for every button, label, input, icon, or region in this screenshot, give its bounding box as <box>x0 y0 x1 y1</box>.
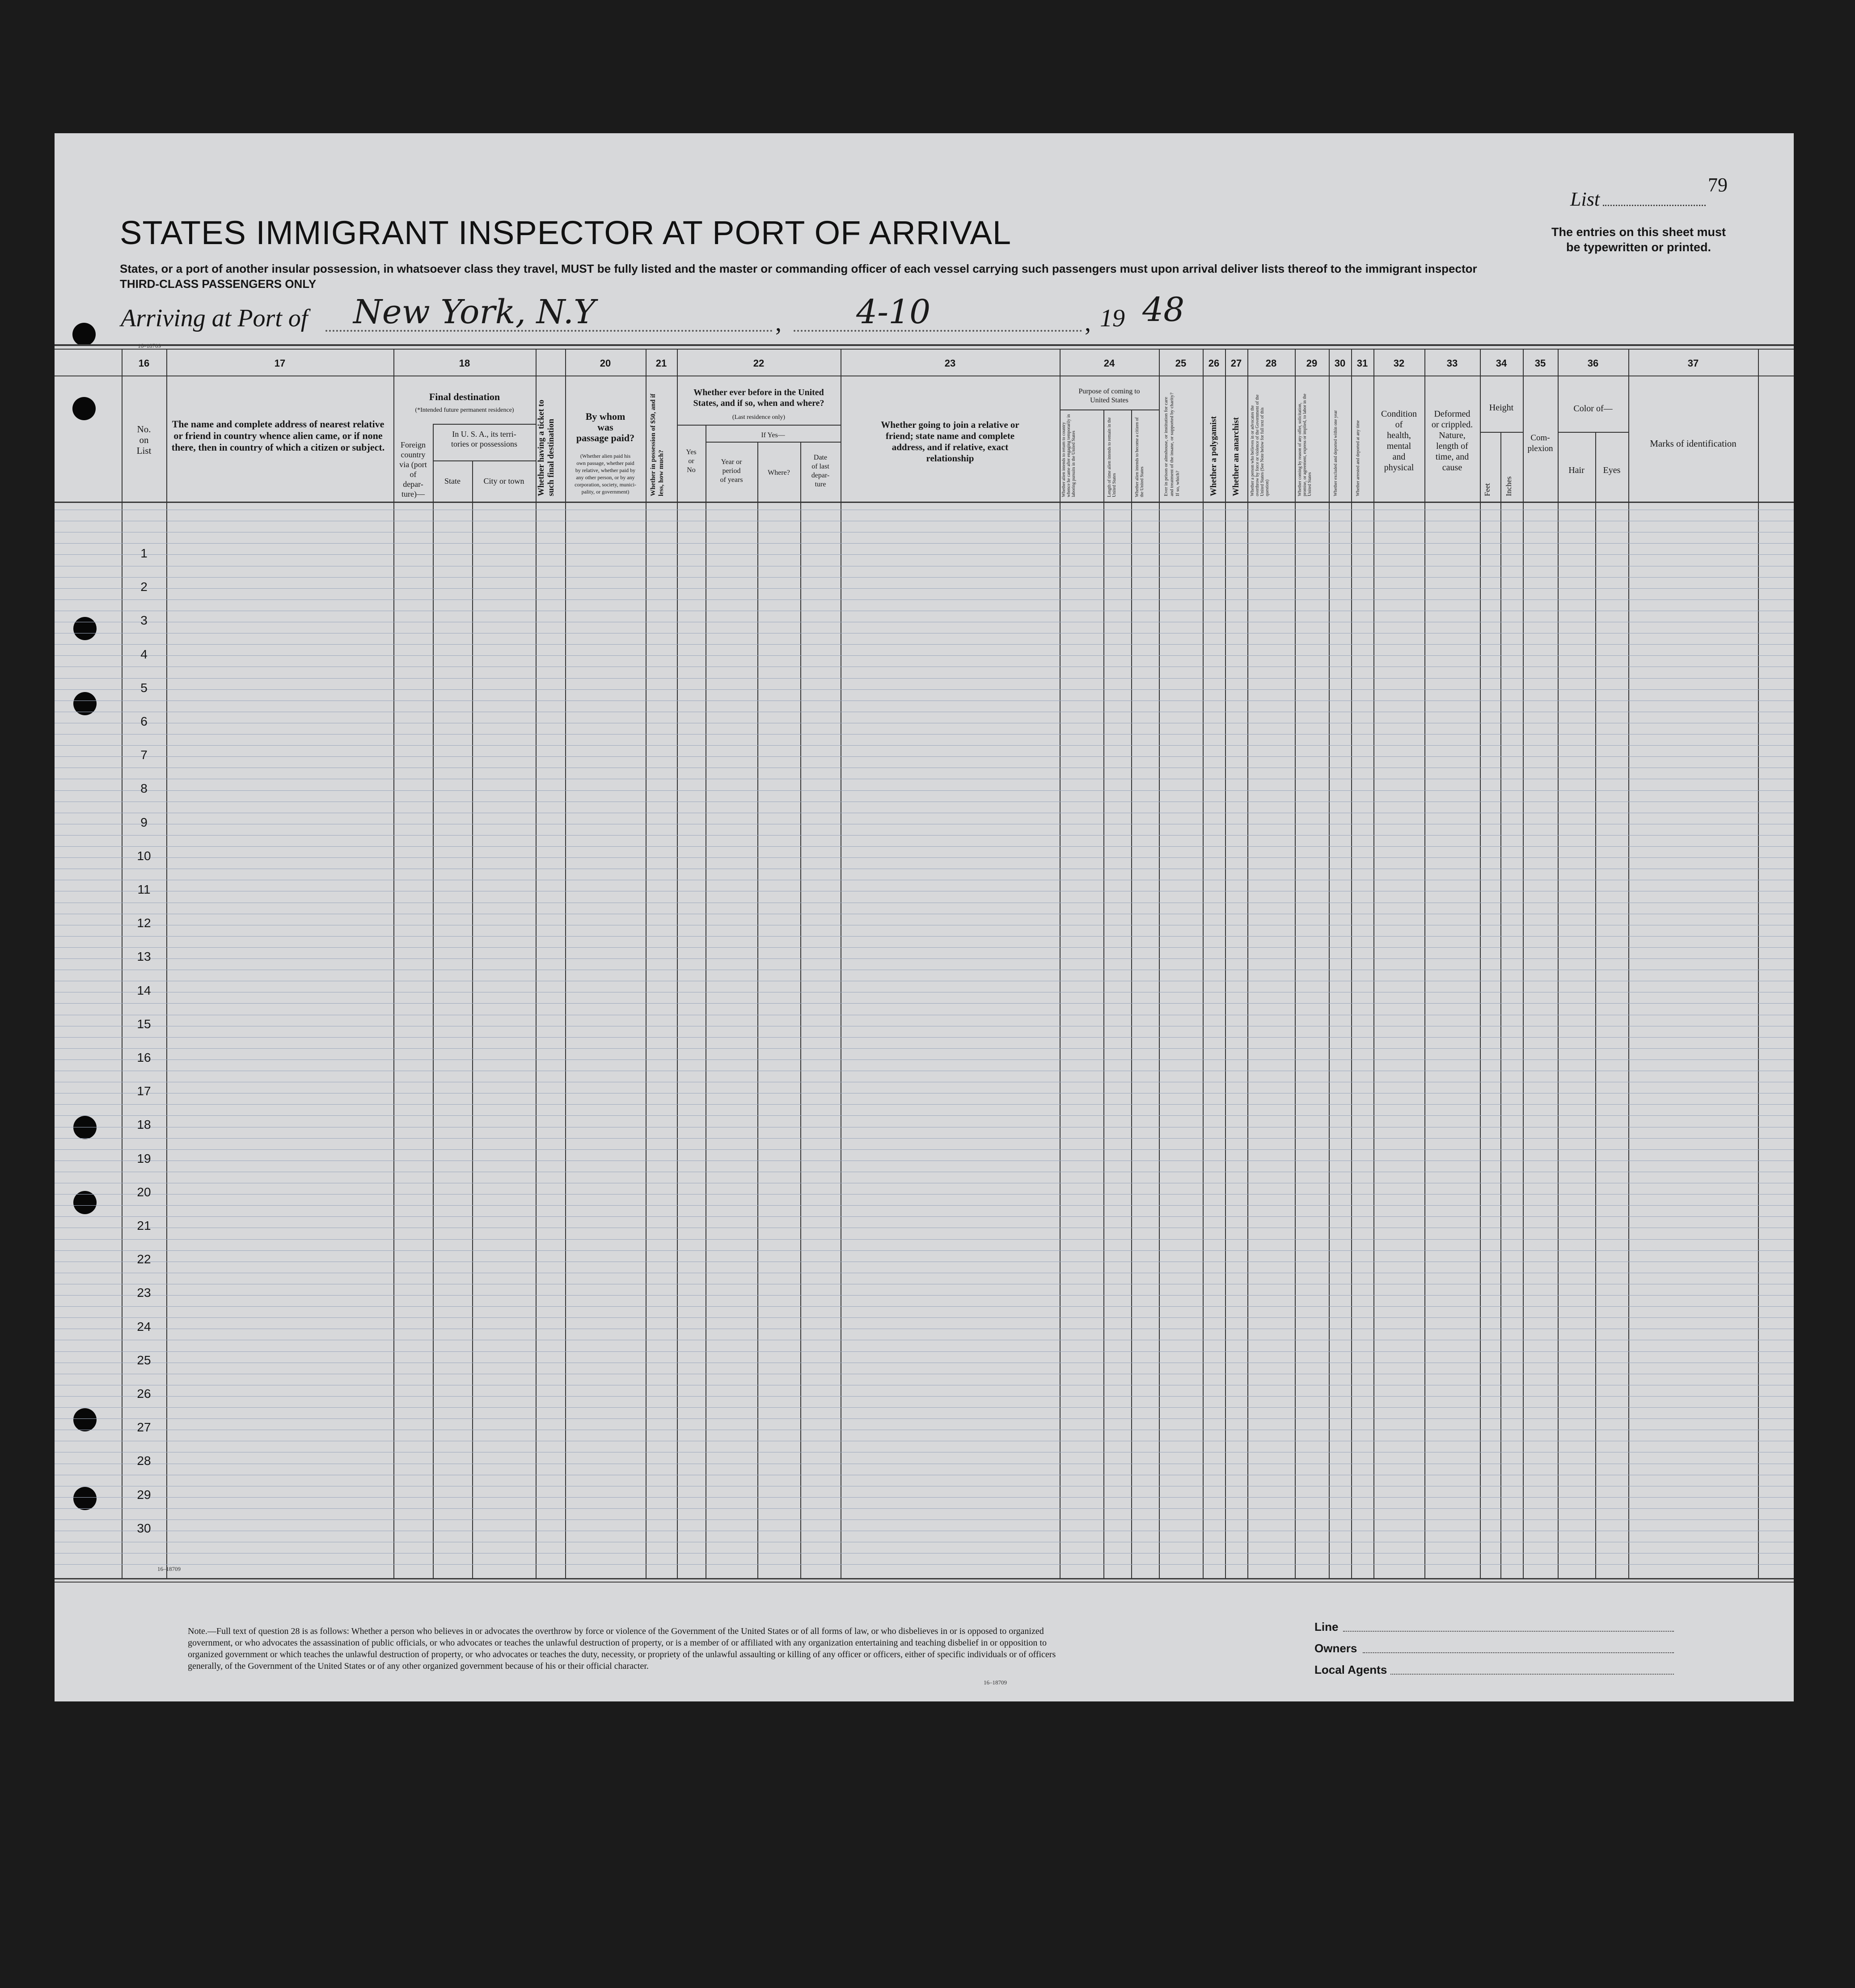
col20-title <box>565 411 646 443</box>
row-number: 21 <box>137 1219 151 1232</box>
ruled-line <box>55 1216 1794 1217</box>
row-number: 13 <box>137 950 151 963</box>
header-rule <box>55 344 1794 346</box>
row-number: 23 <box>137 1286 151 1300</box>
col18-usa-line: tories or possessions <box>451 439 517 448</box>
row-number: 14 <box>137 983 151 997</box>
col18-foreign-word: via (port <box>399 460 427 469</box>
subheader-rule <box>433 424 536 425</box>
column-number: 25 <box>1175 358 1187 369</box>
row-number: 3 <box>140 613 148 627</box>
ruled-line <box>55 1149 1794 1150</box>
column-divider <box>166 349 167 1579</box>
subheader-rule <box>706 442 841 443</box>
col22-yesno <box>677 448 706 475</box>
binder-hole <box>72 323 96 346</box>
column-divider <box>1295 349 1296 1579</box>
row-number: 20 <box>137 1185 151 1199</box>
ruled-line <box>55 554 1794 555</box>
subheader-rule <box>1480 432 1523 433</box>
local-agents-label: Local Agents <box>1314 1663 1387 1676</box>
ruled-line <box>55 1048 1794 1049</box>
ruled-line <box>55 655 1794 656</box>
col35-header <box>1523 433 1558 454</box>
col18-foreign-word: country <box>401 450 426 459</box>
col32-word: Condition <box>1381 409 1417 419</box>
ruled-line <box>55 1138 1794 1139</box>
column-number: 23 <box>944 358 956 369</box>
row-number: 5 <box>140 681 148 695</box>
ruled-line <box>55 1497 1794 1498</box>
comma: , <box>775 309 782 337</box>
header-rule <box>55 349 1794 350</box>
year-prefix: 19 <box>1100 304 1125 332</box>
ruled-line <box>55 1351 1794 1352</box>
column-divider <box>1351 349 1352 1579</box>
ruled-line <box>55 1295 1794 1296</box>
column-divider <box>393 349 394 1579</box>
column-divider <box>1159 349 1160 1579</box>
col36-title: Color of— <box>1573 404 1613 414</box>
ruled-line <box>55 1306 1794 1307</box>
col23-header <box>841 419 1060 464</box>
ruled-line <box>55 857 1794 858</box>
row-number: 16 <box>137 1051 151 1064</box>
col16-word: List <box>136 445 152 456</box>
col29-header: Whether coming by reason of any offer, solicitation, promise, or agreement, express or implied, to labor in the United States <box>1297 393 1312 496</box>
col20-title-line: By whom <box>585 411 625 422</box>
col22-subtitle: (Last residence only) <box>732 414 786 421</box>
column-number: 29 <box>1306 358 1318 369</box>
col18-foreign-word: Foreign <box>401 440 426 449</box>
header-bottom-rule <box>55 502 1794 503</box>
row-number: 30 <box>137 1521 151 1535</box>
ruled-line <box>55 577 1794 578</box>
ruled-line <box>55 678 1794 679</box>
col24-title <box>1060 387 1159 405</box>
column-divider <box>1225 349 1226 1579</box>
entries-note <box>1527 224 1750 255</box>
column-number: 17 <box>274 358 286 369</box>
col33-word: Deformed <box>1434 409 1470 419</box>
row-number: 25 <box>137 1353 151 1367</box>
col20-title-line: passage paid? <box>576 432 635 443</box>
row-number: 1 <box>140 546 148 560</box>
ruled-line <box>55 1239 1794 1240</box>
col18-foreign-word: depar- <box>403 480 423 489</box>
col20-sub-line: by relative, whether paid by <box>575 467 636 473</box>
col18-foreign-word: ture)— <box>401 490 425 498</box>
column-number: 35 <box>1534 358 1546 369</box>
column-divider <box>1523 349 1524 1579</box>
col34-inches: Inches <box>1504 476 1513 496</box>
col32-word: mental <box>1386 441 1411 451</box>
row-number: 7 <box>140 748 148 762</box>
binder-hole <box>73 617 97 640</box>
entries-note-line: The entries on this sheet must <box>1551 225 1726 239</box>
ruled-line <box>55 1396 1794 1397</box>
column-divider <box>1060 349 1061 1579</box>
arriving-label: Arriving at Port of <box>121 304 308 332</box>
ruled-line <box>55 1059 1794 1060</box>
col18-foreign-word: of <box>410 470 417 479</box>
col34-feet: Feet <box>1483 483 1492 496</box>
date-field-line <box>794 330 1082 332</box>
col22-year-line: Year or <box>721 458 742 466</box>
subcolumn-divider <box>757 442 758 1579</box>
column-number: 33 <box>1446 358 1458 369</box>
date-handwritten: 4-10 <box>856 293 931 331</box>
col22-date-line: ture <box>815 481 826 488</box>
col22-year-line: of years <box>720 476 743 484</box>
col22-date-line: Date <box>813 454 828 461</box>
row-number: 22 <box>137 1252 151 1266</box>
col24-title-line: United States <box>1090 397 1128 404</box>
col24-b-header: Length of time alien intends to remain in the United States <box>1107 417 1117 497</box>
col20-sub-line: pality, or government) <box>581 489 630 495</box>
row-number: 10 <box>137 849 151 863</box>
row-number: 18 <box>137 1118 151 1131</box>
row-number: 28 <box>137 1454 151 1468</box>
form-title: STATES IMMIGRANT INSPECTOR AT PORT OF ARRIVAL <box>120 214 1012 251</box>
column-divider <box>1247 349 1248 1579</box>
col33-word: or crippled. <box>1431 420 1473 430</box>
line-label: Line <box>1314 1620 1339 1633</box>
subcolumn-divider <box>1131 409 1132 1579</box>
table-bottom-rule <box>55 1578 1794 1579</box>
question-28-note: Note.—Full text of question 28 is as follows: Whether a person who believes in or advocates the overthrow by force or violence of the Government of the United States or of all forms of law, or who disbelieves in or is opposed to organized government, or who advocates the assassination of public officials, or who advocates or teaches the unlawful destruction of property, or is a member of or affiliated with any organization entertaining and teaching disbelief in or opposition to organized government or which teaches the unlawful destruction of property, or who advocates or teaches the duty, necessity, or propriety of the unlawful assaulting or killing of any officer or officers, either of specific individuals or of officers generally, of the Government of the United States or of any other organized government because of his or their official character. <box>188 1626 1056 1671</box>
subheader-rule <box>1060 409 1159 410</box>
ruled-line <box>55 543 1794 544</box>
ruled-line <box>55 756 1794 757</box>
col24-c-header: Whether alien intends to become a citizen of the United States <box>1135 417 1145 497</box>
binder-hole <box>72 397 96 420</box>
col22-yesno-word: or <box>688 457 694 465</box>
subcolumn-divider <box>433 424 434 1579</box>
ruled-line <box>55 835 1794 836</box>
col33-word: length of <box>1436 441 1468 451</box>
ruled-line <box>55 1418 1794 1419</box>
comma: , <box>1085 309 1091 337</box>
column-divider <box>1203 349 1204 1579</box>
ruled-line <box>55 1519 1794 1520</box>
col18-city: City or town <box>483 477 524 485</box>
row-number: 8 <box>140 781 148 795</box>
col18-foreign <box>393 440 433 499</box>
port-handwritten: New York, N.Y <box>353 293 596 331</box>
row-number: 11 <box>137 882 151 896</box>
ruled-line <box>55 599 1794 600</box>
ruled-line <box>55 1003 1794 1004</box>
subheader-rule <box>433 460 536 461</box>
col20-sub-line: own passage, whether paid <box>576 460 634 466</box>
col25-header: Ever in prison or almshouse, or institution for care and treatment of the insane, or supported by charity? If so, which? <box>1163 393 1180 496</box>
column-divider <box>565 349 566 1579</box>
col37-header: Marks of identification <box>1650 438 1737 449</box>
column-number: 31 <box>1356 358 1368 369</box>
column-divider <box>1424 349 1425 1579</box>
ruled-line <box>55 1205 1794 1206</box>
column-number: 34 <box>1496 358 1507 369</box>
col24-title-line: Purpose of coming to <box>1078 388 1140 395</box>
col30-header: Whether excluded and deported within one year <box>1333 410 1338 496</box>
subcolumn-divider <box>472 460 473 1579</box>
col23-line: friend; state name and complete <box>885 431 1015 441</box>
column-number: 28 <box>1265 358 1277 369</box>
binder-hole <box>73 1116 97 1139</box>
col20-sub-line: any other person, or by any <box>576 474 635 481</box>
col33-word: time, and <box>1435 452 1469 462</box>
owners-label: Owners <box>1314 1642 1357 1655</box>
col20-subtitle <box>565 452 646 495</box>
column-number: 20 <box>600 358 611 369</box>
col22-yesno-word: No <box>687 466 696 474</box>
column-divider <box>1628 349 1629 1579</box>
col32-word: physical <box>1384 463 1414 473</box>
ruled-line <box>55 947 1794 948</box>
row-number: 26 <box>137 1387 151 1401</box>
ruled-line <box>55 1250 1794 1251</box>
col22-where: Where? <box>768 469 790 477</box>
entries-note-line: be typewritten or printed. <box>1566 241 1711 254</box>
form-code: 16–18709 <box>984 1679 1007 1686</box>
column-divider <box>1329 349 1330 1579</box>
col22-title-line: States, and if so, when and where? <box>693 398 824 408</box>
col34-title: Height <box>1489 403 1514 413</box>
col35-word: Com- <box>1530 433 1550 443</box>
ruled-line <box>55 1317 1794 1318</box>
col18-usa <box>433 429 536 449</box>
binder-hole <box>73 1487 97 1510</box>
col35-word: plexion <box>1527 444 1553 453</box>
col21-header: Whether in possession of $50, and if less, how much? <box>650 393 665 496</box>
row-number: 9 <box>140 815 148 829</box>
col22-date <box>800 453 841 489</box>
col22-title <box>677 387 841 409</box>
local-agents-field <box>1390 1674 1674 1675</box>
ruled-line <box>55 958 1794 959</box>
form-code: 16–18709 <box>157 1566 181 1572</box>
col16-word: on <box>139 435 149 445</box>
col22-date-line: depar- <box>811 472 830 479</box>
subcolumn-divider <box>800 442 801 1579</box>
column-divider <box>1480 349 1481 1579</box>
column-number: 30 <box>1334 358 1346 369</box>
col24-a-header: Whether alien intends to return to country whence he came after engaging temporarily in laboring pursuits in the United States <box>1061 414 1076 497</box>
column-number: 27 <box>1230 358 1242 369</box>
ruled-line <box>55 1037 1794 1038</box>
row-number: 2 <box>140 580 148 594</box>
owners-field <box>1363 1652 1674 1653</box>
col33-word: Nature, <box>1439 431 1466 440</box>
binder-hole <box>73 1408 97 1431</box>
row-number: 27 <box>137 1420 151 1434</box>
col23-line: address, and if relative, exact <box>892 442 1009 452</box>
ruled-line <box>55 745 1794 746</box>
row-number: 12 <box>137 916 151 930</box>
table-bottom-rule <box>55 1582 1794 1583</box>
year-handwritten: 48 <box>1142 291 1185 329</box>
col36-hair: Hair <box>1568 465 1585 475</box>
col20-sub-line: (Whether alien paid his <box>580 453 631 459</box>
col36-eyes: Eyes <box>1603 465 1621 475</box>
instruction-text: States, or a port of another insular possession, in whatsoever class they travel, MUST be fully listed and the master or commanding officer of each vessel carrying such passengers must upon arrival deliver lists thereof to the immigrant inspector <box>120 262 1477 275</box>
col22-year <box>706 458 757 485</box>
col32-word: health, <box>1387 431 1411 440</box>
subheader-rule <box>677 425 841 426</box>
col19-header: Whether having a ticket to such final destination <box>537 399 556 496</box>
col32-word: and <box>1392 452 1406 462</box>
ruled-line <box>55 644 1794 645</box>
ruled-line <box>55 588 1794 589</box>
row-number: 6 <box>140 714 148 728</box>
column-number: 26 <box>1208 358 1220 369</box>
ruled-line <box>55 689 1794 690</box>
column-number: 37 <box>1687 358 1699 369</box>
col31-header: Whether arrested and deported at any time <box>1356 420 1361 496</box>
column-divider <box>677 349 678 1579</box>
col18-subtitle: (*Intended future permanent residence) <box>415 407 514 414</box>
row-number: 19 <box>137 1152 151 1165</box>
col17-header: The name and complete address of nearest relative or friend in country whence alien came, or if none there, then in country of which a citizen or subject. <box>171 418 385 453</box>
row-number: 15 <box>137 1017 151 1031</box>
list-label: List <box>1570 188 1600 210</box>
column-number: 32 <box>1393 358 1405 369</box>
ruled-line <box>55 1508 1794 1509</box>
ruled-line <box>55 790 1794 791</box>
col33-word: cause <box>1442 463 1462 473</box>
col22-yesno-word: Yes <box>686 448 697 456</box>
col16-word: No. <box>137 424 151 435</box>
col18-usa-line: In U. S. A., its terri- <box>452 430 516 439</box>
row-number: 17 <box>137 1084 151 1098</box>
list-number-line <box>1603 205 1706 206</box>
list-number: 79 <box>1708 174 1728 196</box>
column-number: 22 <box>753 358 765 369</box>
column-divider <box>1373 349 1374 1579</box>
column-number: 21 <box>655 358 667 369</box>
col16-header <box>122 424 166 456</box>
ruled-line <box>55 1564 1794 1565</box>
col18-state: State <box>444 477 461 485</box>
column-number: 24 <box>1103 358 1115 369</box>
ruled-line <box>55 1104 1794 1105</box>
col33-header <box>1424 409 1480 473</box>
col32-word: of <box>1395 420 1403 430</box>
passenger-class-text: THIRD-CLASS PASSENGERS ONLY <box>120 277 317 291</box>
col22-ifyes: If Yes— <box>761 431 785 439</box>
column-divider <box>646 349 647 1579</box>
col22-year-line: period <box>722 467 741 475</box>
col20-sub-line: corporation, society, munici- <box>575 481 636 488</box>
col22-title-line: Whether ever before in the United <box>693 388 824 397</box>
subcolumn-divider <box>1103 409 1104 1579</box>
col20-title-line: was <box>597 422 613 433</box>
column-number: 18 <box>459 358 470 369</box>
col23-line: Whether going to join a relative or <box>881 419 1019 430</box>
row-number: 24 <box>137 1320 151 1334</box>
col32-header <box>1373 409 1424 473</box>
col23-line: relationship <box>926 453 974 464</box>
subheader-rule <box>1558 432 1628 433</box>
ruled-line <box>55 1115 1794 1116</box>
column-divider <box>1558 349 1559 1579</box>
line-field <box>1343 1631 1674 1632</box>
column-number: 36 <box>1587 358 1599 369</box>
col28-header: Whether a person who believes in or advocates the overthrow by force or violence of the Government of the United States (See Note below for full text of this question) <box>1250 394 1270 496</box>
row-number: 29 <box>137 1488 151 1502</box>
ruled-line <box>55 1407 1794 1408</box>
col26-header: Whether a polygamist <box>1209 416 1218 496</box>
ruled-line <box>55 846 1794 847</box>
ruled-line <box>55 936 1794 937</box>
row-number: 4 <box>140 647 148 661</box>
col27-header: Whether an anarchist <box>1231 417 1241 496</box>
column-divider <box>536 349 537 1579</box>
col18-title: Final destination <box>429 391 500 402</box>
col22-date-line: of last <box>811 463 829 470</box>
column-number: 16 <box>138 358 150 369</box>
column-divider <box>1758 349 1759 1579</box>
